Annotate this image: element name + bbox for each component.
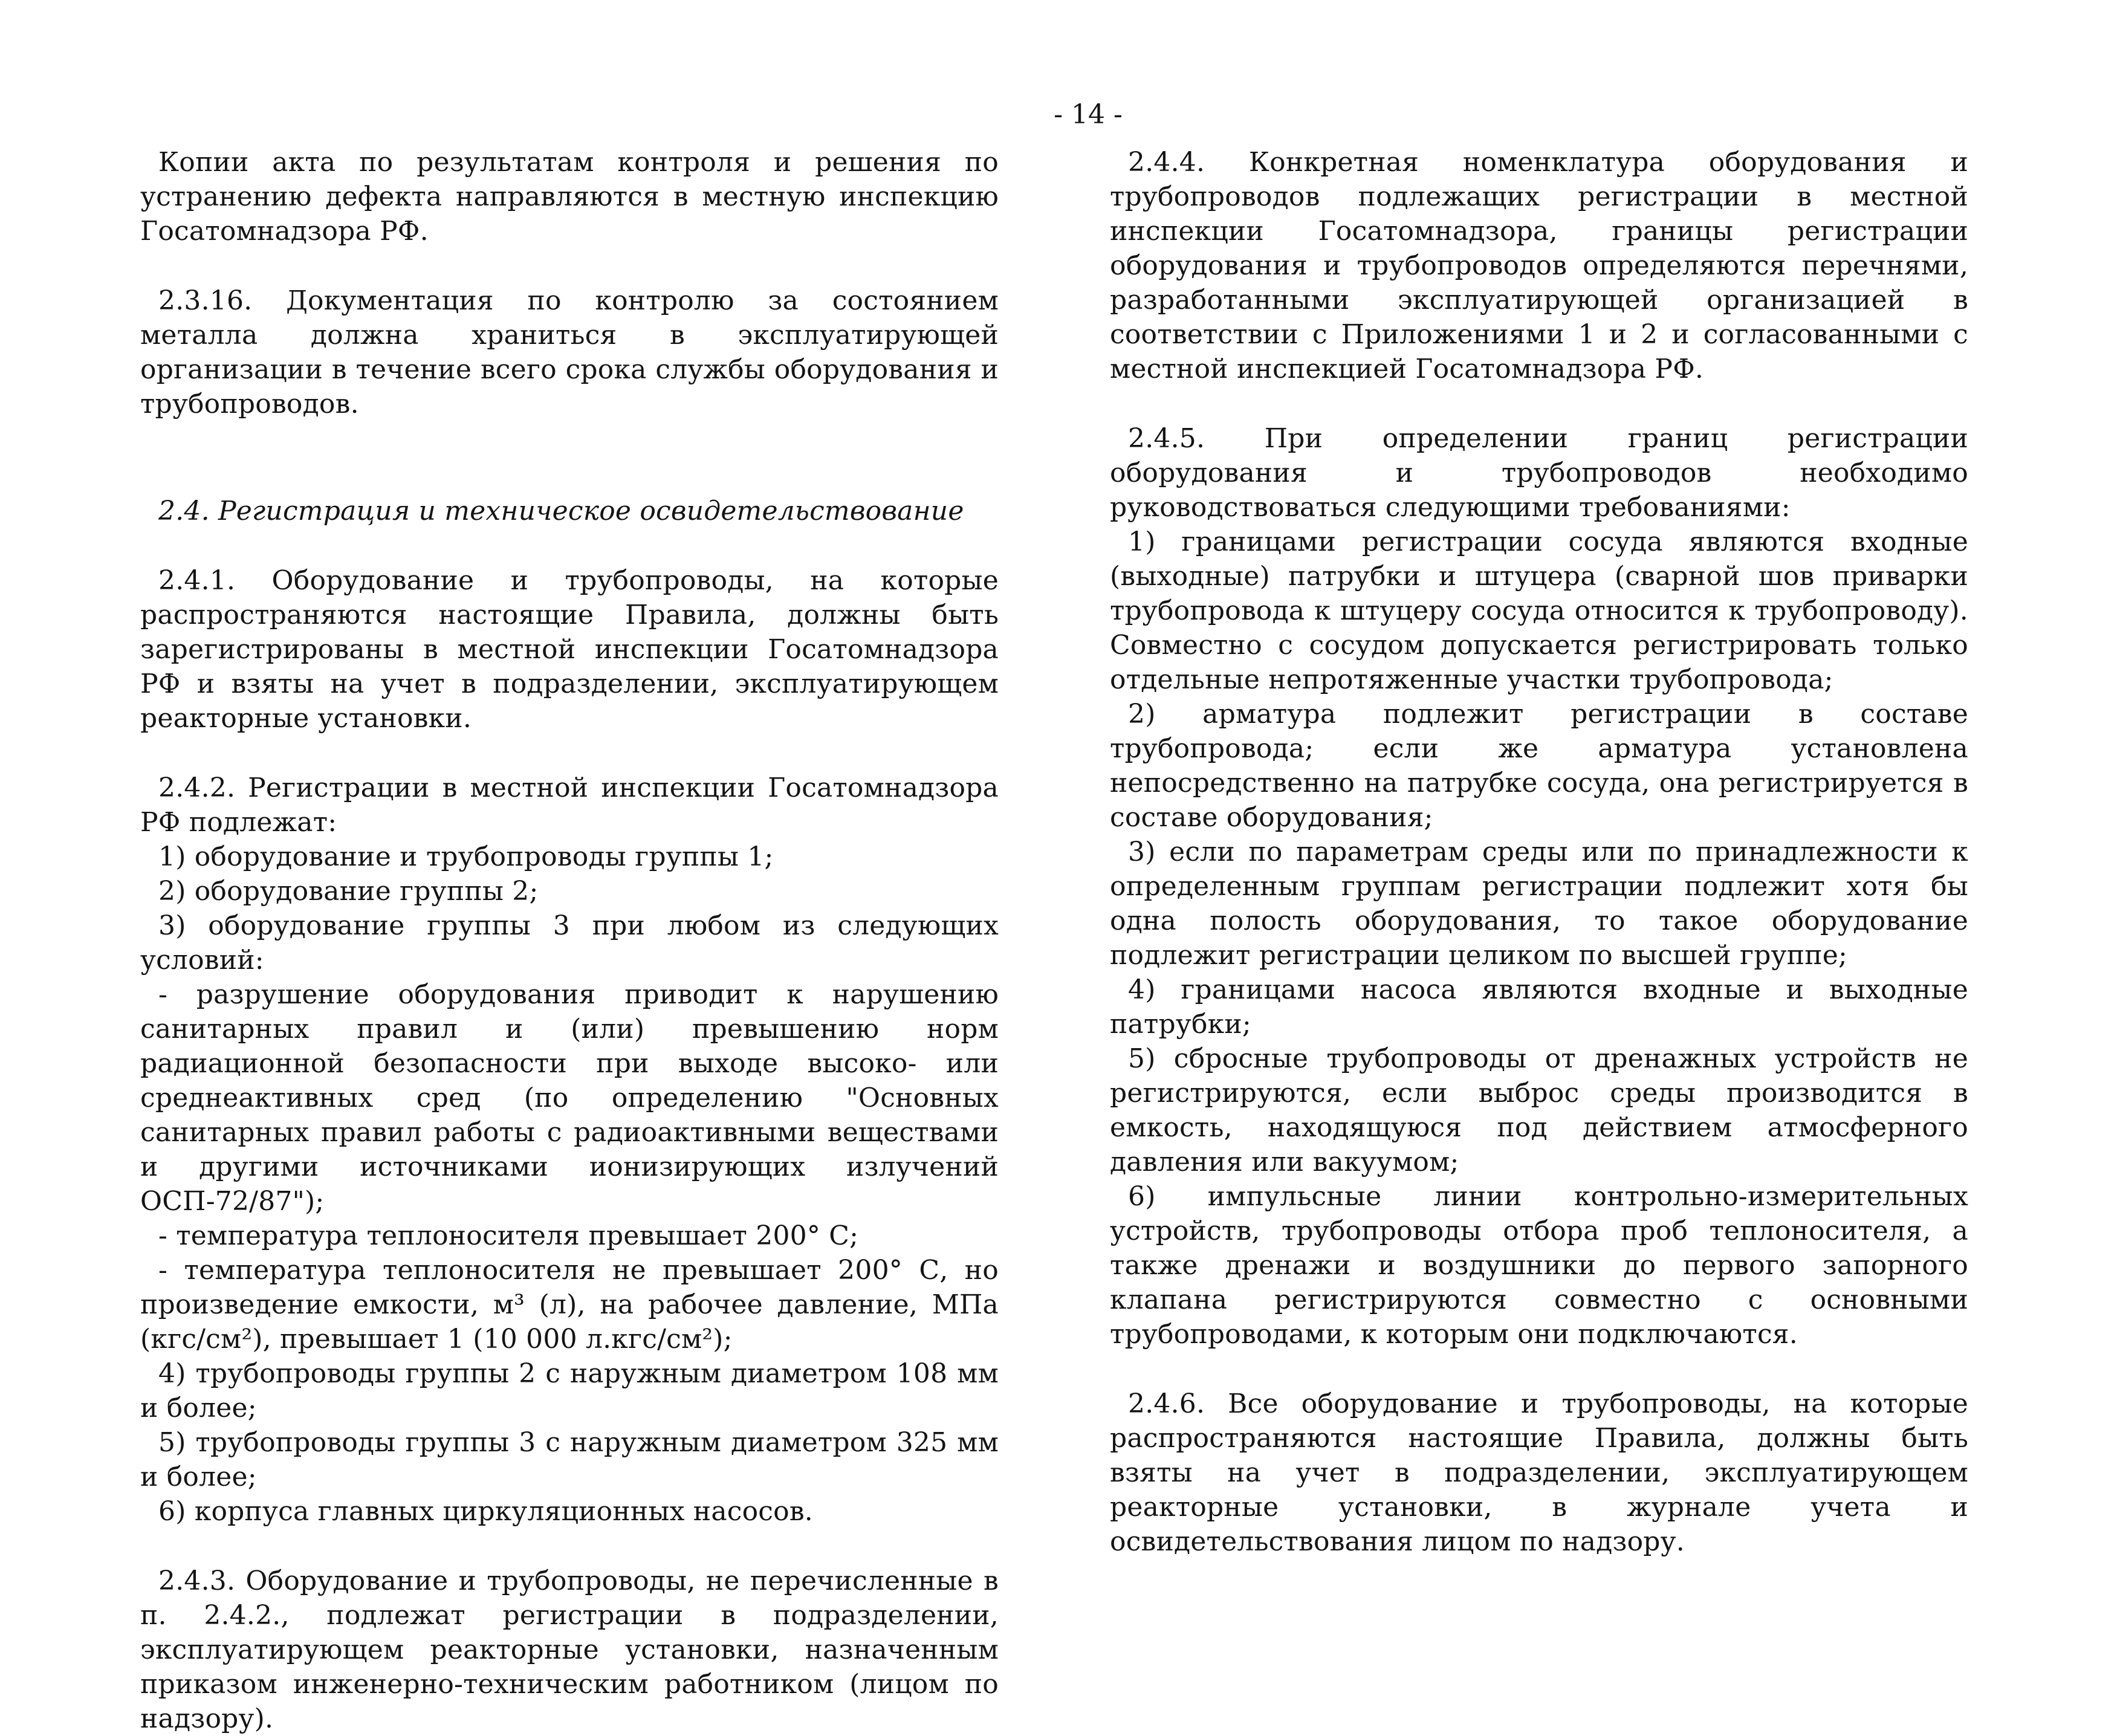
list-item: - температура теплоносителя превышает 200° С; (158, 1220, 859, 1251)
right-column (1110, 145, 1968, 1559)
paragraph-2-4-2-intro: 2.4.2. Регистрации в местной инспекции Госатомнадзора РФ подлежат: (140, 772, 999, 838)
section-heading-2-4: 2.4. Регистрация и техническое освидетельствование (158, 496, 964, 526)
paragraph-2-4-3: 2.4.3. Оборудование и трубопроводы, не перечисленные в п. 2.4.2., подлежат регистрации в подразделении, эксплуатирующем реакторные установки, назначенным приказом инженерно-техническим работником (лицом по надзору). (140, 1566, 999, 1734)
list-item: 5) сбросные трубопроводы от дренажных устройств не регистрируются, если выброс среды производится в емкость, находящуюся под действием атмосферного давления или вакуумом; (1110, 1043, 1968, 1177)
list-item: 1) границами регистрации сосуда являются входные (выходные) патрубки и штуцера (сварной шов приварки трубопровода к штуцеру сосуда относится к трубопроводу). Совместно с сосудом допускается регистрировать только отдельные непротяженные участки трубопровода; (1110, 526, 1968, 695)
paragraph-2-4-5-intro: 2.4.5. При определении границ регистрации оборудования и трубопроводов необходимо руководствоваться следующими требованиями: (1110, 423, 1968, 523)
list-item: 4) трубопроводы группы 2 с наружным диаметром 108 мм и более; (140, 1358, 999, 1423)
paragraph-2-4-4: 2.4.4. Конкретная номенклатура оборудования и трубопроводов подлежащих регистрации в местной инспекции Госатомнадзора, границы регистрации оборудования и трубопроводов определяются перечнями, разработанными эксплуатирующей организацией в соответствии с Приложениями 1 и 2 и согласованными с местной инспекцией Госатомнадзора РФ. (1110, 147, 1968, 384)
paragraph-2-3-16: 2.3.16. Документация по контролю за состоянием металла должна храниться в эксплуатирующей организации в течение всего срока службы оборудования и трубопроводов. (140, 285, 999, 419)
list-item: 2) оборудование группы 2; (158, 876, 539, 907)
list-item: 2) арматура подлежит регистрации в составе трубопровода; если же арматура установлена непосредственно на патрубке сосуда, она регистрируется в составе оборудования; (1110, 699, 1968, 833)
list-item: 4) границами насоса являются входные и выходные патрубки; (1110, 974, 1968, 1040)
page-number: - 14 - (1054, 99, 1123, 130)
paragraph-act-copies: Копии акта по результатам контроля и решения по устранению дефекта направляются в местную инспекцию Госатомнадзора РФ. (140, 147, 999, 247)
list-item: - разрушение оборудования приводит к нарушению санитарных правил и (или) превышению норм радиационной безопасности при выходе высоко- или среднеактивных сред (по определению "Основных санитарных правил работы с радиоактивными веществами и другими источниками ионизирующих излучений ОСП-72/87"); (140, 979, 999, 1217)
list-item: 1) оборудование и трубопроводы группы 1; (158, 841, 774, 872)
paragraph-2-4-1: 2.4.1. Оборудование и трубопроводы, на которые распространяются настоящие Правила, должны быть зарегистрированы в местной инспекции Госатомнадзора РФ и взяты на учет в подразделении, эксплуатирующем реакторные установки. (140, 565, 999, 734)
paragraph-2-4-6: 2.4.6. Все оборудование и трубопроводы, на которые распространяются настоящие Правила, должны быть взяты на учет в подразделении, эксплуатирующем реакторные установки, в журнале учета и освидетельствования лицом по надзору. (1110, 1388, 1968, 1557)
list-item: - температура теплоносителя не превышает 200° С, но произведение емкости, м³ (л), на рабочее давление, МПа (кгс/см²), превышает 1 (10 000 л.кгс/см²); (140, 1255, 999, 1355)
list-item: 3) оборудование группы 3 при любом из следующих условий: (140, 910, 999, 976)
list-item: 3) если по параметрам среды или по принадлежности к определенным группам регистрации подлежит хотя бы одна полость оборудования, то такое оборудование подлежит регистрации целиком по высшей группе; (1110, 837, 1968, 971)
list-item: 6) корпуса главных циркуляционных насосов. (158, 1496, 813, 1527)
list-item: 5) трубопроводы группы 3 с наружным диаметром 325 мм и более; (140, 1427, 999, 1492)
left-column (140, 145, 999, 1736)
list-item: 6) импульсные линии контрольно-измерительных устройств, трубопроводы отбора проб теплоносителя, а также дренажи и воздушники до первого запорного клапана регистрируются совместно с основными трубопроводами, к которым они подключаются. (1110, 1181, 1968, 1350)
